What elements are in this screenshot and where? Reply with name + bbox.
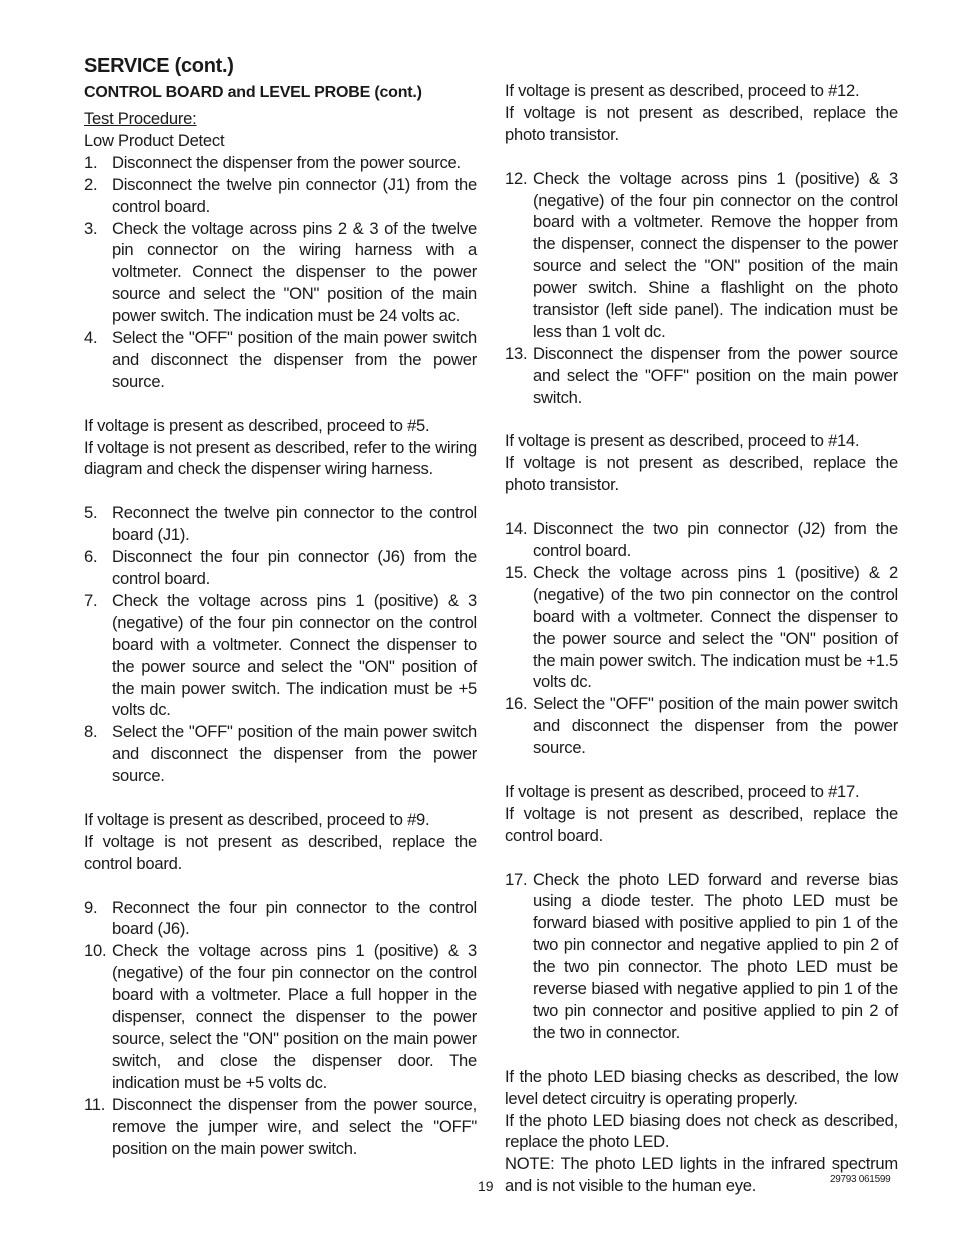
- note-text: NOTE: The photo LED lights in the infrared spectrum and is not visible to the human eye.: [505, 1154, 898, 1196]
- page-title: SERVICE (cont.): [84, 55, 234, 77]
- result-text: If voltage is not present as described, replace the photo transistor.: [505, 453, 898, 495]
- step-text: Check the voltage across pins 1 (positive) & 3 (negative) of the four pin connector on the control board with a voltmeter. Connect the dispenser to the power source and select the "ON" position of the main power switch. The indication must be +5 volts dc.: [112, 590, 477, 720]
- step-number: 2.: [84, 174, 98, 194]
- step-text: Disconnect the two pin connector (J2) from the control board.: [533, 519, 898, 560]
- step-text: Disconnect the four pin connector (J6) from the control board.: [112, 547, 477, 588]
- step-text: Disconnect the dispenser from the power source and select the "OFF" position on the main power switch.: [533, 343, 898, 407]
- result-text: If voltage is present as described, proceed to #9.: [84, 809, 430, 829]
- step-number: 12.: [505, 168, 528, 188]
- result-text: If voltage is not present as described, replace the photo transistor.: [505, 102, 898, 144]
- list-item: [505, 343, 898, 409]
- result-text: If voltage is present as described, proceed to #12.: [505, 81, 860, 100]
- step-number: 15.: [505, 562, 528, 582]
- step-text: Check the photo LED forward and reverse bias using a diode tester. The photo LED must be forward biased with positive applied to pin 1 of the two pin connector and negative applied to pin 2 of the two pin connector. The photo LED must be reverse biased with negative applied to pin 1 of the two pin connector and positive applied to pin 2 of the two in connector.: [533, 869, 898, 1042]
- list-item: [84, 1094, 477, 1160]
- result-text: If voltage is not present as described, replace the control board.: [505, 803, 898, 845]
- step-text: Select the "OFF" position of the main power switch and disconnect the dispenser from the power source.: [112, 328, 477, 391]
- step-text: Disconnect the dispenser from the power source.: [112, 152, 461, 172]
- result-text: If voltage is present as described, proceed to #14.: [505, 431, 860, 451]
- final-text: If the photo LED biasing checks as described, the low level detect circuitry is operating properly.: [505, 1066, 898, 1108]
- final-text: If the photo LED biasing does not check as described, replace the photo LED.: [505, 1110, 898, 1152]
- step-text: Select the "OFF" position of the main power switch and disconnect the dispenser from the power source.: [112, 722, 477, 786]
- test-procedure-heading: Test Procedure:: [84, 109, 197, 128]
- document-code: 29793 061599: [830, 1174, 891, 1185]
- list-item: [84, 174, 477, 218]
- step-number: 6.: [84, 547, 98, 567]
- step-text: Reconnect the four pin connector to the control board (J6).: [112, 897, 477, 939]
- step-number: 10.: [84, 941, 107, 961]
- result-text: If voltage is not present as described, replace the control board.: [84, 831, 477, 873]
- steps-5-8: [84, 502, 477, 787]
- list-item: [84, 590, 477, 721]
- step-number: 13.: [505, 343, 528, 363]
- section-subtitle: CONTROL BOARD and LEVEL PROBE (cont.): [84, 84, 422, 101]
- step-number: 8.: [84, 722, 98, 742]
- step-number: 7.: [84, 590, 98, 610]
- list-item: [84, 721, 477, 787]
- step-number: 9.: [84, 897, 98, 917]
- list-item: [84, 152, 477, 174]
- list-item: [505, 562, 898, 693]
- list-item: [84, 546, 477, 590]
- list-item: [84, 940, 477, 1093]
- result-text: If voltage is present as described, proceed to #5.: [84, 415, 430, 435]
- step-text: Select the "OFF" position of the main power switch and disconnect the dispenser from the power source.: [533, 694, 898, 758]
- list-item: [84, 502, 477, 546]
- list-item: [505, 693, 898, 759]
- step-text: Check the voltage across pins 1 (positive) & 3 (negative) of the four pin connector on the control board with a voltmeter. Remove the hopper from the dispenser, connect the dispenser to the power source and select the "ON" position of the main power switch. Shine a flashlight on the photo transistor (left side panel). The indication must be less than 1 volt dc.: [533, 168, 898, 341]
- page-number: 19: [478, 1178, 494, 1194]
- step-number: 3.: [84, 218, 98, 238]
- step-text: Reconnect the twelve pin connector to the control board (J1).: [112, 503, 477, 545]
- steps-9-11: [84, 897, 477, 1160]
- list-item: [84, 327, 477, 393]
- steps-12-13: [505, 168, 898, 409]
- step-number: 1.: [84, 152, 98, 172]
- step-text: Check the voltage across pins 1 (positive) & 2 (negative) of the two pin connector on the control board with a voltmeter. Connect the dispenser to the power source and select the "ON" position of the main power switch. The indication must be +1.5 volts dc.: [533, 562, 898, 692]
- step-text: Check the voltage across pins 2 & 3 of the twelve pin connector on the wiring harness with a voltmeter. Connect the dispenser to the power source and select the "ON" position of the main power switch. The indication must be 24 volts ac.: [112, 218, 477, 326]
- step-number: 5.: [84, 503, 98, 523]
- step-number: 17.: [505, 869, 528, 889]
- list-item: [505, 869, 898, 1044]
- result-text: If voltage is present as described, proceed to #17.: [505, 781, 860, 801]
- left-column: [84, 108, 477, 1159]
- step-number: 11.: [84, 1094, 106, 1114]
- steps-1-4: [84, 152, 477, 393]
- steps-14-16: [505, 518, 898, 759]
- result-text: If voltage is not present as described, refer to the wiring diagram and check the dispenser wiring harness.: [84, 437, 477, 479]
- step-text: Disconnect the dispenser from the power source, remove the jumper wire, and select the "OFF" position on the main power switch.: [112, 1094, 477, 1158]
- list-item: [84, 218, 477, 328]
- step-number: 14.: [505, 519, 528, 539]
- right-column: [505, 80, 898, 1197]
- low-product-heading: Low Product Detect: [84, 130, 225, 150]
- step-17: [505, 869, 898, 1044]
- step-number: 16.: [505, 694, 528, 714]
- list-item: [84, 897, 477, 941]
- step-number: 4.: [84, 328, 98, 348]
- list-item: [505, 168, 898, 343]
- step-text: Disconnect the twelve pin connector (J1) from the control board.: [112, 174, 477, 216]
- list-item: [505, 518, 898, 562]
- step-text: Check the voltage across pins 1 (positive) & 3 (negative) of the four pin connector on the control board with a voltmeter. Place a full hopper in the dispenser, connect the dispenser to the power source, select the "ON" position on the main power switch, and close the dispenser door. The indication must be +5 volts dc.: [112, 941, 477, 1092]
